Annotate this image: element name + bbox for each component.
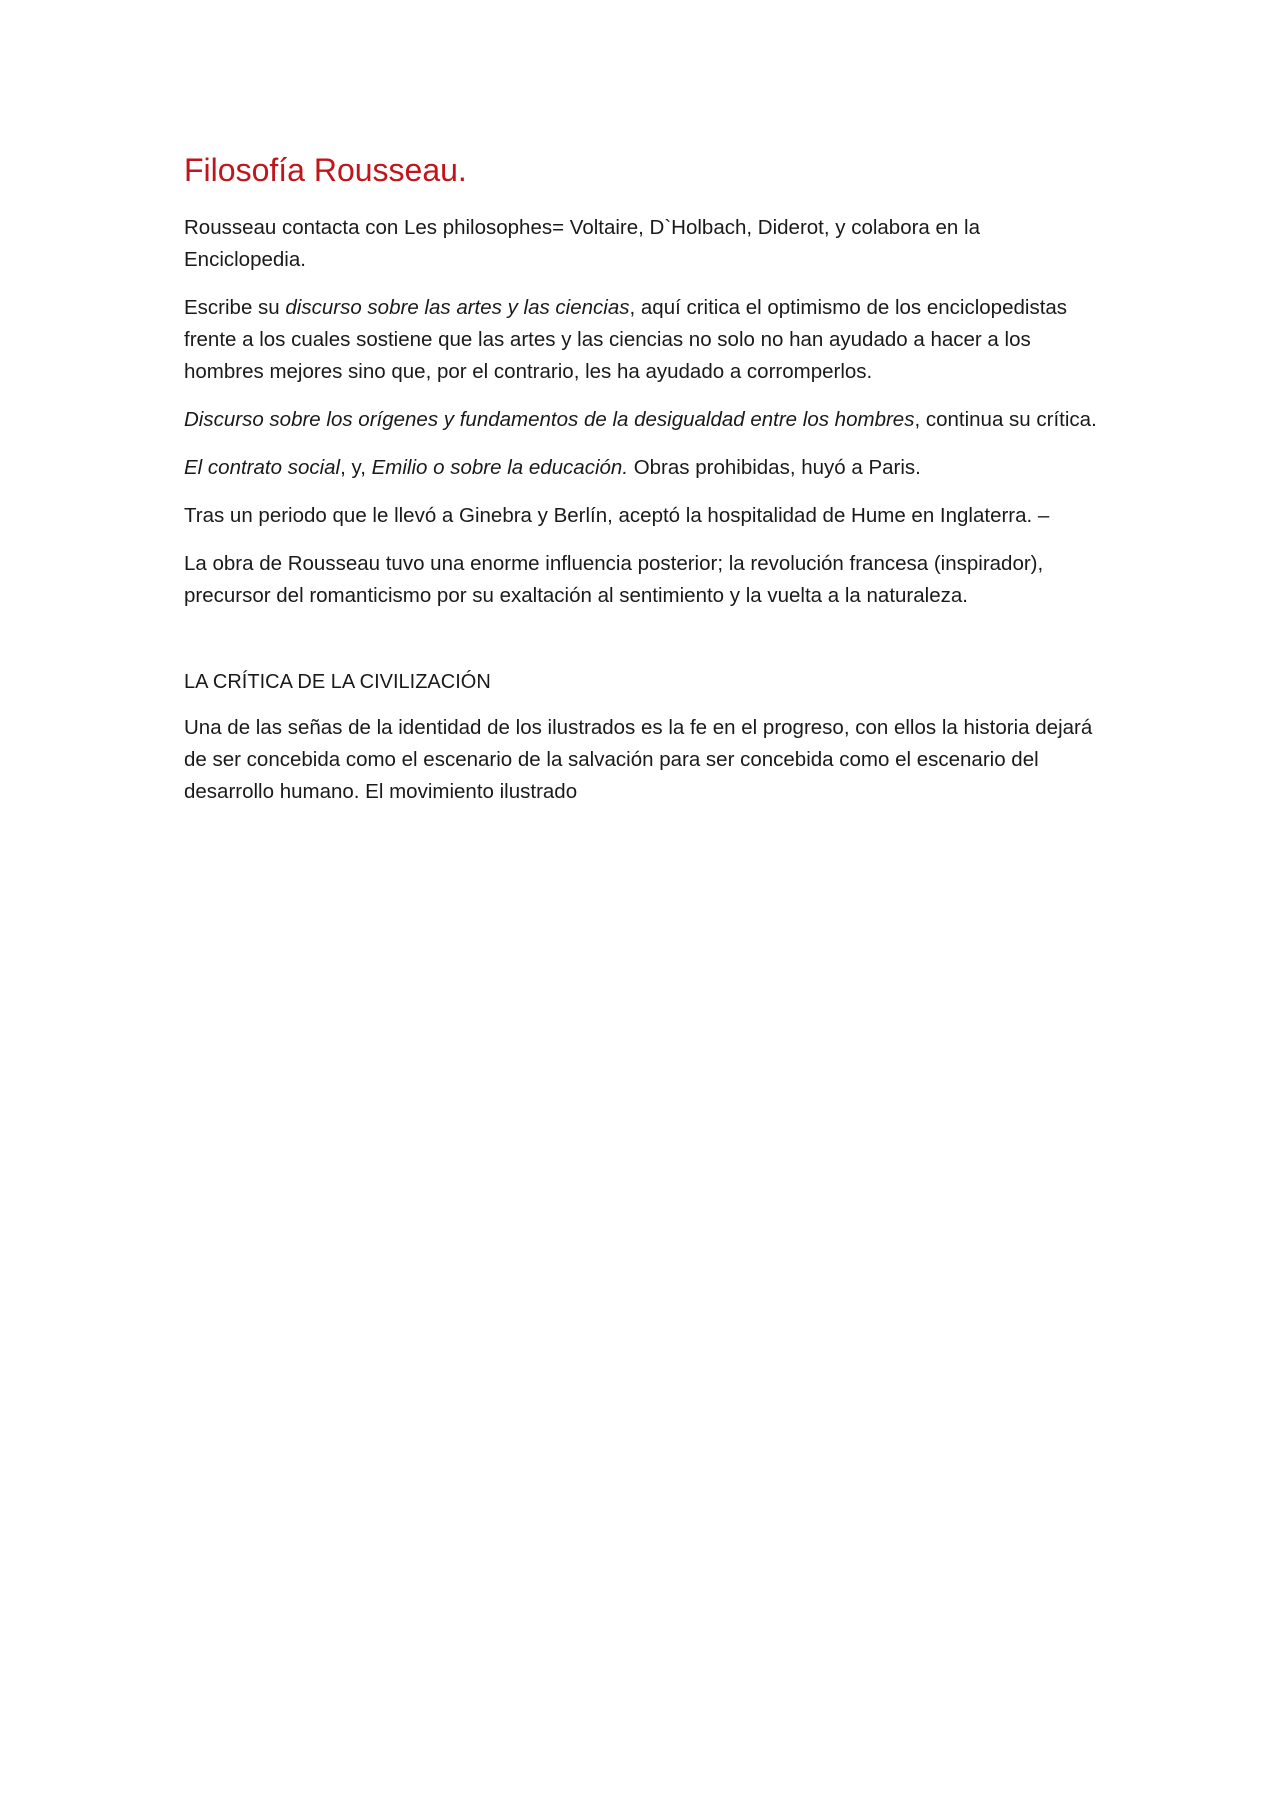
italic-text: El contrato social [184, 455, 341, 479]
paragraph-list [184, 212, 1104, 612]
paragraph [184, 212, 1104, 276]
italic-text: Emilio o sobre la educación. [371, 455, 629, 479]
italic-text: discurso sobre las artes y las ciencias [285, 295, 630, 319]
paragraph [184, 500, 1104, 532]
italic-text: Discurso sobre los orígenes y fundamentos de la desigualdad entre los hombres [184, 407, 915, 431]
paragraph [184, 292, 1104, 388]
document-body [184, 150, 1104, 824]
paragraph [184, 404, 1104, 436]
section-paragraph: Una de las señas de la identidad de los ilustrados es la fe en el progreso, con ellos la historia dejará de ser concebida como el escenario de la salvación para ser concebida como el escenario del desarrollo humano. El movimiento ilustrado [184, 715, 1093, 803]
text-run: , continua su crítica. [914, 407, 1097, 431]
paragraph [184, 452, 1104, 484]
text-run: La obra de Rousseau tuvo una enorme influencia posterior; la revolución francesa (inspirador), precursor del romanticismo por su exaltación al sentimiento y la vuelta a la naturaleza. [184, 551, 1044, 607]
text-run: , y, [340, 455, 372, 479]
text-run: Tras un periodo que le llevó a Ginebra y Berlín, aceptó la hospitalidad de Hume en Inglaterra. – [184, 503, 1050, 527]
section-heading: LA CRÍTICA DE LA CIVILIZACIÓN [184, 670, 491, 693]
text-run: Rousseau contacta con Les philosophes= Voltaire, D`Holbach, Diderot, y colabora en la Enciclopedia. [184, 215, 980, 271]
document-title: Filosofía Rousseau. [184, 152, 467, 188]
text-run: Escribe su [184, 295, 286, 319]
paragraph [184, 548, 1104, 612]
text-run: , aquí critica el optimismo de los enciclopedistas frente a los cuales sostiene que las artes y las ciencias no solo no han ayudado a hacer a los hombres mejores sino que, por el contrario, les ha ayudado a corromperlos. [184, 295, 1068, 383]
text-run: Obras prohibidas, huyó a Paris. [628, 455, 921, 479]
